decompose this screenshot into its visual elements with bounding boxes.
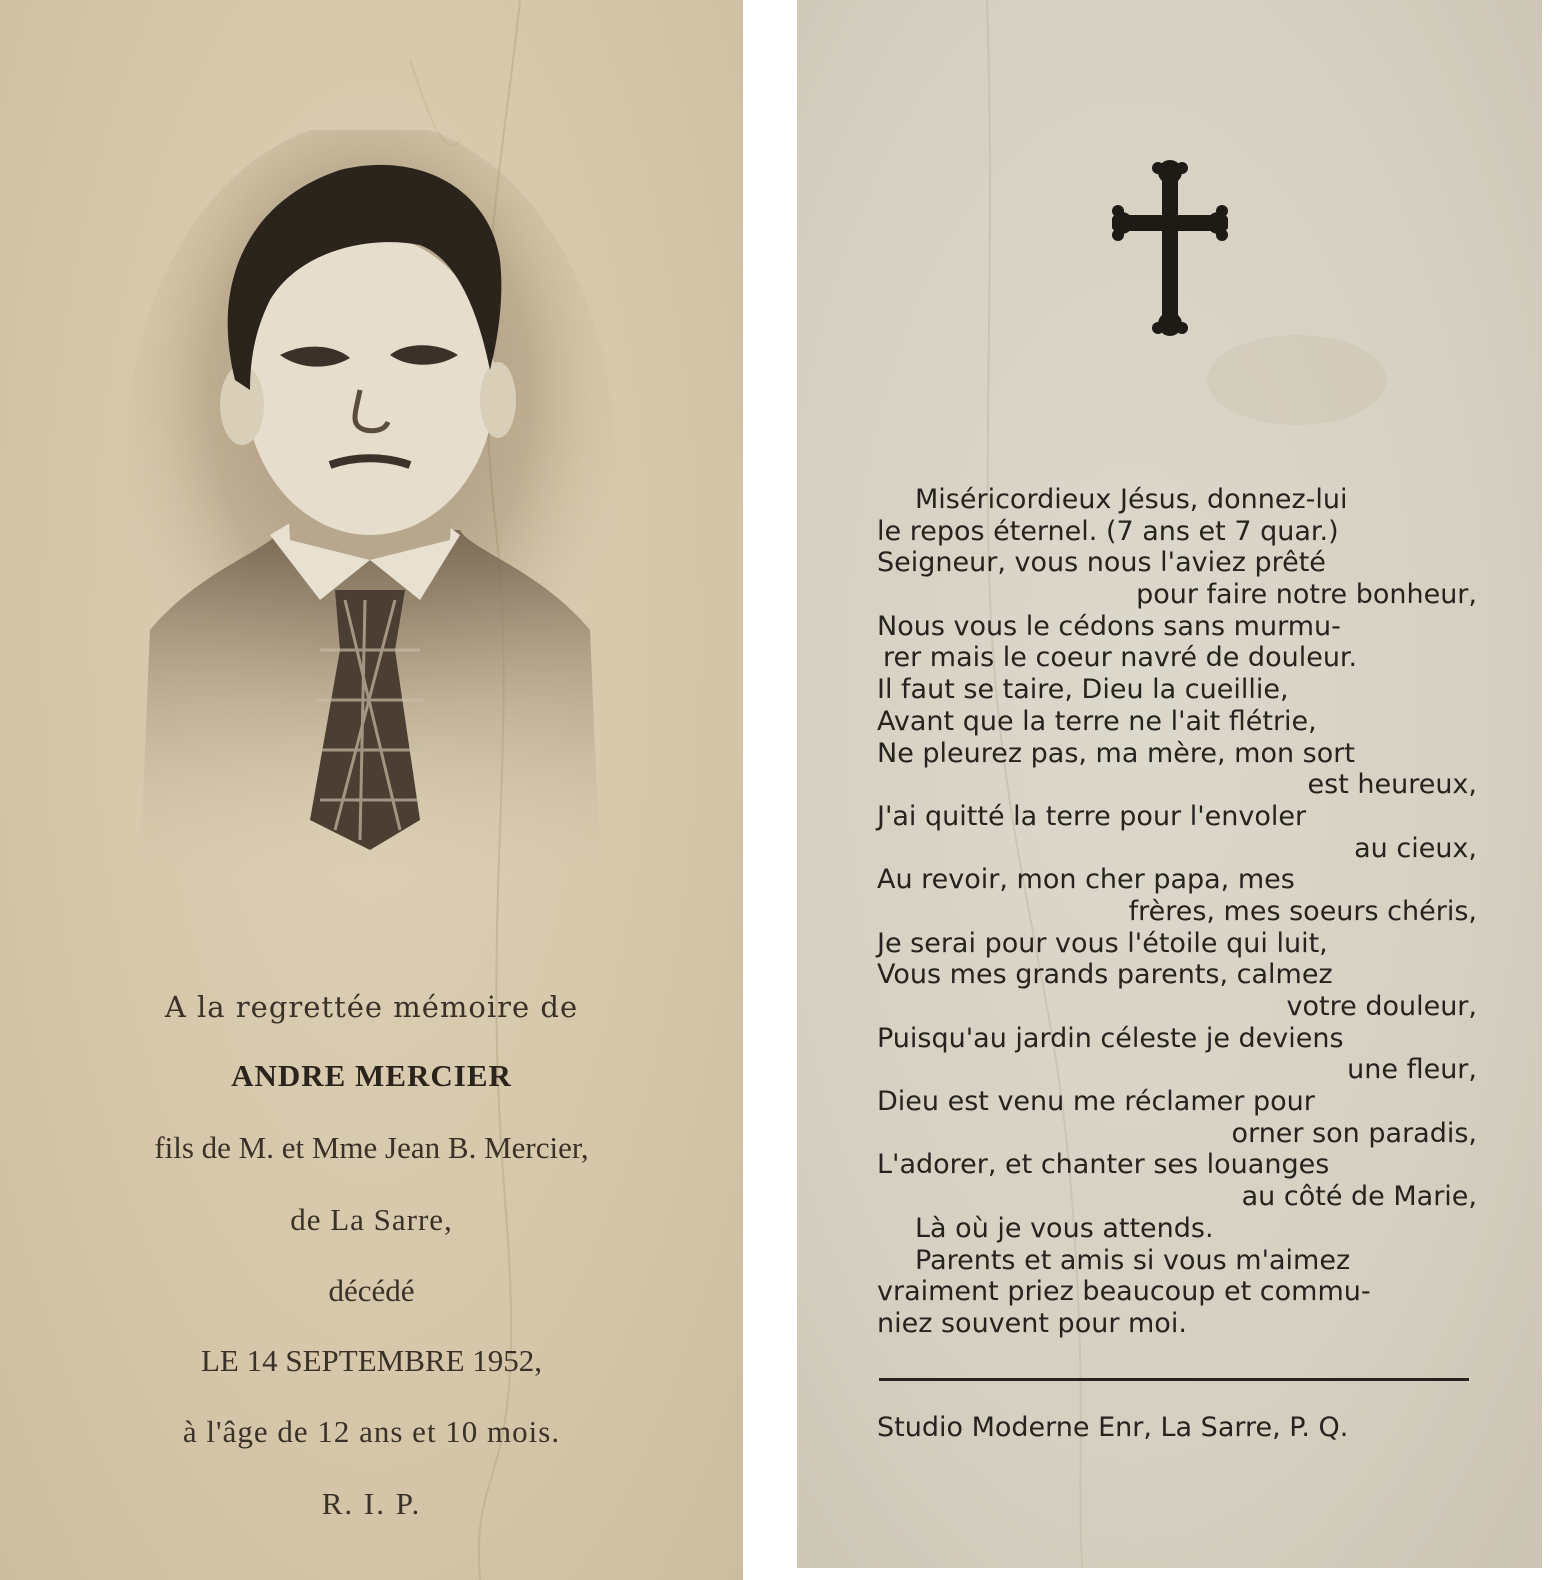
poem-line: au côté de Marie, [1241, 1181, 1477, 1213]
dedication-text: A la regrettée mémoire de [164, 990, 579, 1024]
age-text: à l'âge de 12 ans et 10 mois. [182, 1414, 561, 1449]
poem-line: au cieux, [1354, 832, 1477, 864]
town-text: de La Sarre, [290, 1202, 453, 1237]
parents-text: fils de M. et Mme Jean B. Mercier, [154, 1130, 589, 1165]
deceased-name: ANDRE MERCIER [231, 1058, 512, 1093]
poem-line: vraiment priez beaucoup et commu- [877, 1276, 1371, 1308]
memorial-card-front [0, 0, 743, 1580]
poem [877, 484, 1477, 1340]
poem-line: Ne pleurez pas, ma mère, mon sort [877, 737, 1355, 769]
poem-line: Parents et amis si vous m'aimez [915, 1244, 1351, 1276]
portrait-photo [120, 130, 620, 870]
poem-line: orner son paradis, [1231, 1117, 1477, 1149]
poem-line: Dieu est venu me réclamer pour [877, 1086, 1315, 1118]
cross-icon [1112, 160, 1228, 336]
poem-line: Nous vous le cédons sans murmu- [877, 610, 1341, 642]
poem-line: frères, mes soeurs chéris, [1128, 895, 1477, 927]
poem-line: votre douleur, [1286, 991, 1477, 1022]
rip-text: R. I. P. [321, 1486, 422, 1521]
poem-line: pour faire notre bonheur, [1136, 579, 1477, 611]
poem-line: Il faut se taire, Dieu la cueillie, [877, 674, 1289, 706]
poem-line: niez souvent pour moi. [877, 1307, 1187, 1339]
poem-line: L'adorer, et chanter ses louanges [877, 1149, 1330, 1181]
divider-rule [879, 1378, 1469, 1381]
death-date: LE 14 SEPTEMBRE 1952, [200, 1343, 542, 1378]
poem-line: une fleur, [1347, 1054, 1477, 1086]
poem-line: Je serai pour vous l'étoile qui luit, [877, 927, 1328, 959]
printer-credit: Studio Moderne Enr, La Sarre, P. Q. [877, 1412, 1349, 1443]
poem-line: Seigneur, vous nous l'aviez prêté [877, 547, 1326, 579]
poem-line: Au revoir, mon cher papa, mes [877, 864, 1295, 896]
poem-line: rer mais le coeur navré de douleur. [883, 642, 1358, 674]
poem-line: Miséricordieux Jésus, donnez-lui [915, 484, 1348, 515]
poem-line: J'ai quitté la terre pour l'envoler [877, 800, 1307, 832]
poem-line: le repos éternel. (7 ans et 7 quar.) [877, 515, 1339, 547]
poem-line: Vous mes grands parents, calmez [877, 959, 1333, 991]
deceased-label: décédé [328, 1273, 415, 1308]
poem-line: Là où je vous attends. [915, 1212, 1214, 1244]
memorial-card-back [797, 0, 1542, 1568]
poem-line: est heureux, [1307, 769, 1477, 801]
poem-line: Avant que la terre ne l'ait flétrie, [877, 705, 1317, 737]
poem-line: Puisqu'au jardin céleste je deviens [877, 1022, 1344, 1054]
